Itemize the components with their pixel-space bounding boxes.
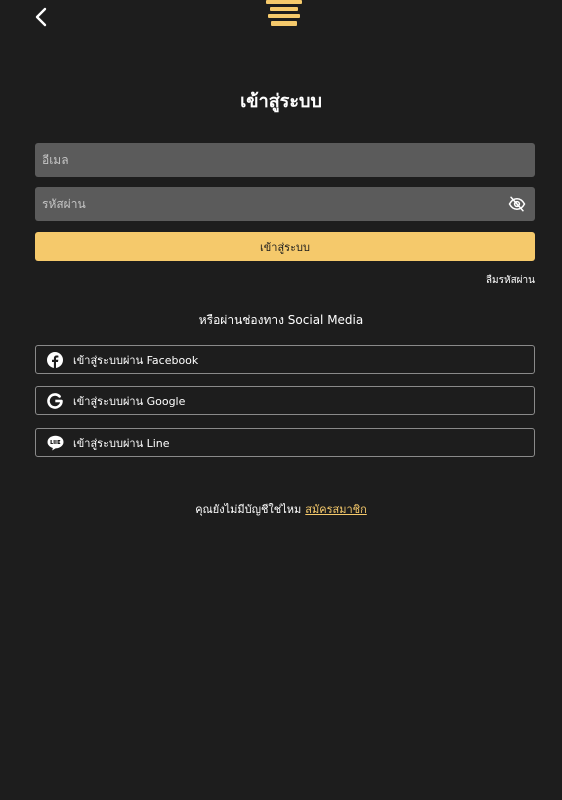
signup-row (0, 500, 562, 518)
email-field-container (35, 143, 535, 177)
social-heading: หรือผ่านช่องทาง Social Media (198, 313, 364, 327)
chevron-left-icon (34, 7, 48, 27)
line-icon (46, 434, 64, 452)
forgot-password-link[interactable]: ลืมรหัสผ่าน (485, 275, 535, 286)
page-title: เข้าสู่ระบบ (240, 91, 322, 112)
signup-prompt: คุณยังไม่มีบัญชีใช่ไหม (195, 503, 302, 516)
signup-link[interactable]: สมัครสมาชิก (305, 503, 367, 516)
google-login-label: เข้าสู่ระบบผ่าน Google (73, 394, 186, 408)
app-logo (264, 0, 304, 30)
back-button[interactable] (28, 4, 54, 30)
line-login-label: เข้าสู่ระบบผ่าน Line (73, 436, 170, 450)
password-field-container (35, 187, 535, 221)
facebook-icon (46, 351, 64, 369)
login-button[interactable]: เข้าสู่ระบบ (35, 232, 535, 261)
email-field[interactable] (35, 143, 535, 177)
facebook-login-button[interactable] (35, 345, 535, 374)
password-field[interactable] (35, 187, 535, 221)
line-login-button[interactable] (35, 428, 535, 457)
google-login-button[interactable] (35, 386, 535, 415)
eye-off-icon[interactable] (508, 195, 526, 213)
facebook-login-label: เข้าสู่ระบบผ่าน Facebook (73, 353, 199, 367)
google-icon (46, 392, 64, 410)
